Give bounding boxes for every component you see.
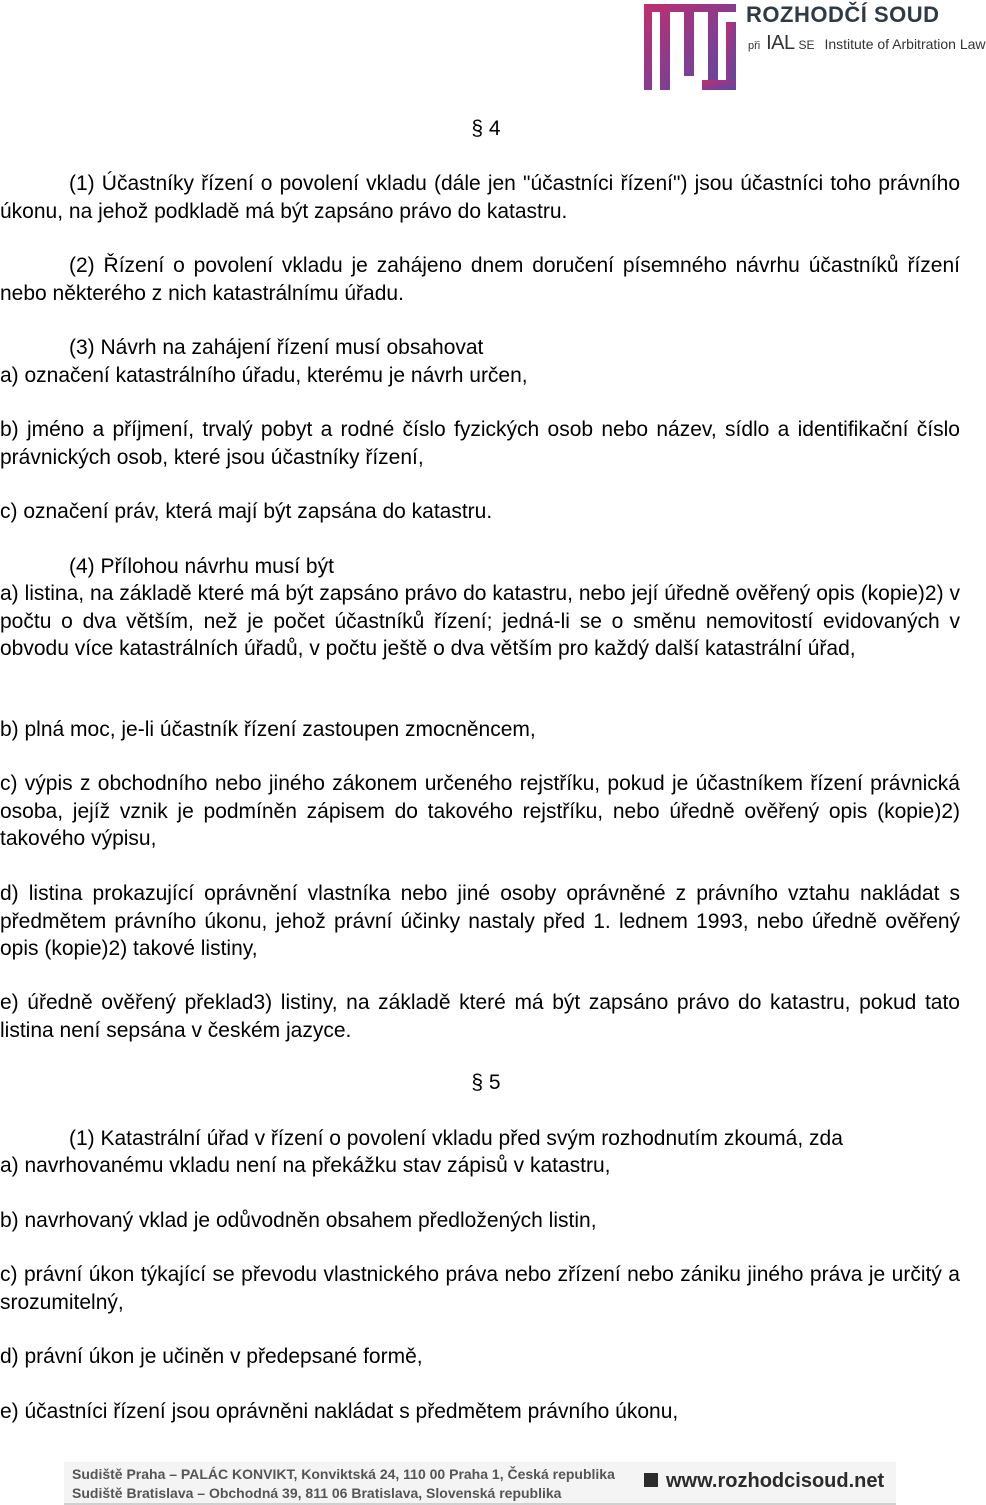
- s5-item-e: e) účastníci řízení jsou oprávněni nakládat s předmětem právního úkonu,: [0, 1400, 679, 1423]
- s4-paragraph-3-intro: (3) Návrh na zahájení řízení musí obsahovat: [69, 336, 484, 359]
- s4-paragraph-3-item-a: a) označení katastrálního úřadu, kterému je návrh určen,: [0, 364, 528, 387]
- s5-paragraph-1-intro: (1) Katastrální úřad v řízení o povolení vkladu před svým rozhodnutím zkoumá, zda: [69, 1127, 843, 1150]
- page-footer: [0, 1462, 960, 1503]
- s4-paragraph-4-item-d: d) listina prokazující oprávnění vlastníka nebo jiné osoby oprávněné z právního vztahu nakládat s předmětem právního úkonu, jehož právní účinky nastaly před 1. lednem 1993, nebo úředně ověřený opis (kopie)2) takové listiny,: [0, 882, 960, 960]
- arbitration-court-logo-icon: [642, 2, 738, 92]
- logo-se: SE: [798, 38, 815, 52]
- footer-address-prague: Sudiště Praha – PALÁC KONVIKT, Konviktská 24, 110 00 Praha 1, Česká republika: [72, 1466, 615, 1482]
- s4-paragraph-4-item-b: b) plná moc, je-li účastník řízení zastoupen zmocněncem,: [0, 718, 536, 741]
- s4-paragraph-4-intro: (4) Přílohou návrhu musí být: [69, 555, 334, 578]
- header-logo: [642, 0, 986, 94]
- s4-paragraph-1: (1) Účastníky řízení o povolení vkladu (dále jen "účastníci řízení") jsou účastníci toho právního úkonu, na jehož podkladě má být zapsáno právo do katastru.: [0, 172, 960, 223]
- section-5-heading: § 5: [471, 1071, 501, 1094]
- square-bullet-icon: [644, 1473, 658, 1487]
- s4-paragraph-3-item-b: b) jméno a příjmení, trvalý pobyt a rodné číslo fyzických osob nebo název, sídlo a identifikační číslo právnických osob, které jsou účastníky řízení,: [0, 418, 960, 469]
- s5-item-a: a) navrhovanému vkladu není na překážku stav zápisů v katastru,: [0, 1154, 611, 1177]
- footer-addresses: [72, 1465, 615, 1503]
- logo-ial: IAL: [766, 32, 795, 54]
- s5-item-d: d) právní úkon je učiněn v předepsané formě,: [0, 1345, 423, 1368]
- section-4-heading: § 4: [471, 117, 501, 140]
- logo-title: ROZHODČÍ SOUD: [746, 2, 940, 27]
- s4-paragraph-4-item-c: c) výpis z obchodního nebo jiného zákonem určeného rejstříku, pokud je účastníkem řízení právnická osoba, jejíž vznik je podmíněn zápisem do takového rejstříku, nebo úředně ověřený opis (kopie)2) takového výpisu,: [0, 772, 960, 850]
- logo-institute: Institute of Arbitration Law: [824, 36, 986, 52]
- footer-address-bratislava: Sudiště Bratislava – Obchodná 39, 811 06 Bratislava, Slovenská republika: [72, 1485, 562, 1501]
- s4-paragraph-2: (2) Řízení o povolení vkladu je zahájeno dnem doručení písemného návrhu účastníků řízení nebo některého z nich katastrálnímu úřadu.: [0, 254, 960, 305]
- s5-item-c: c) právní úkon týkající se převodu vlastnického práva nebo zřízení nebo zániku jiného práva je určitý a srozumitelný,: [0, 1263, 960, 1314]
- footer-website-link[interactable]: [644, 1470, 884, 1493]
- s4-paragraph-3-item-c: c) označení práv, která mají být zapsána do katastru.: [0, 500, 493, 523]
- logo-pri: při: [748, 40, 761, 52]
- footer-website-text: www.rozhodcisoud.net: [666, 1470, 885, 1492]
- s4-paragraph-4-item-e: e) úředně ověřený překlad3) listiny, na základě které má být zapsáno právo do katastru, pokud tato listina není sepsána v českém jazyce.: [0, 991, 960, 1042]
- logo-subtitle: [748, 32, 986, 55]
- s5-item-b: b) navrhovaný vklad je odůvodněn obsahem předložených listin,: [0, 1209, 597, 1232]
- s4-paragraph-4-item-a: a) listina, na základě které má být zapsáno právo do katastru, nebo její úředně ověřený opis (kopie)2) v počtu o dva větším, než je počet účastníků řízení; jedná-li se o směnu nemovitostí evidovaných v obvodu více katastrálních úřadů, v počtu ještě o dva větším pro každý další katastrální úřad,: [0, 582, 960, 660]
